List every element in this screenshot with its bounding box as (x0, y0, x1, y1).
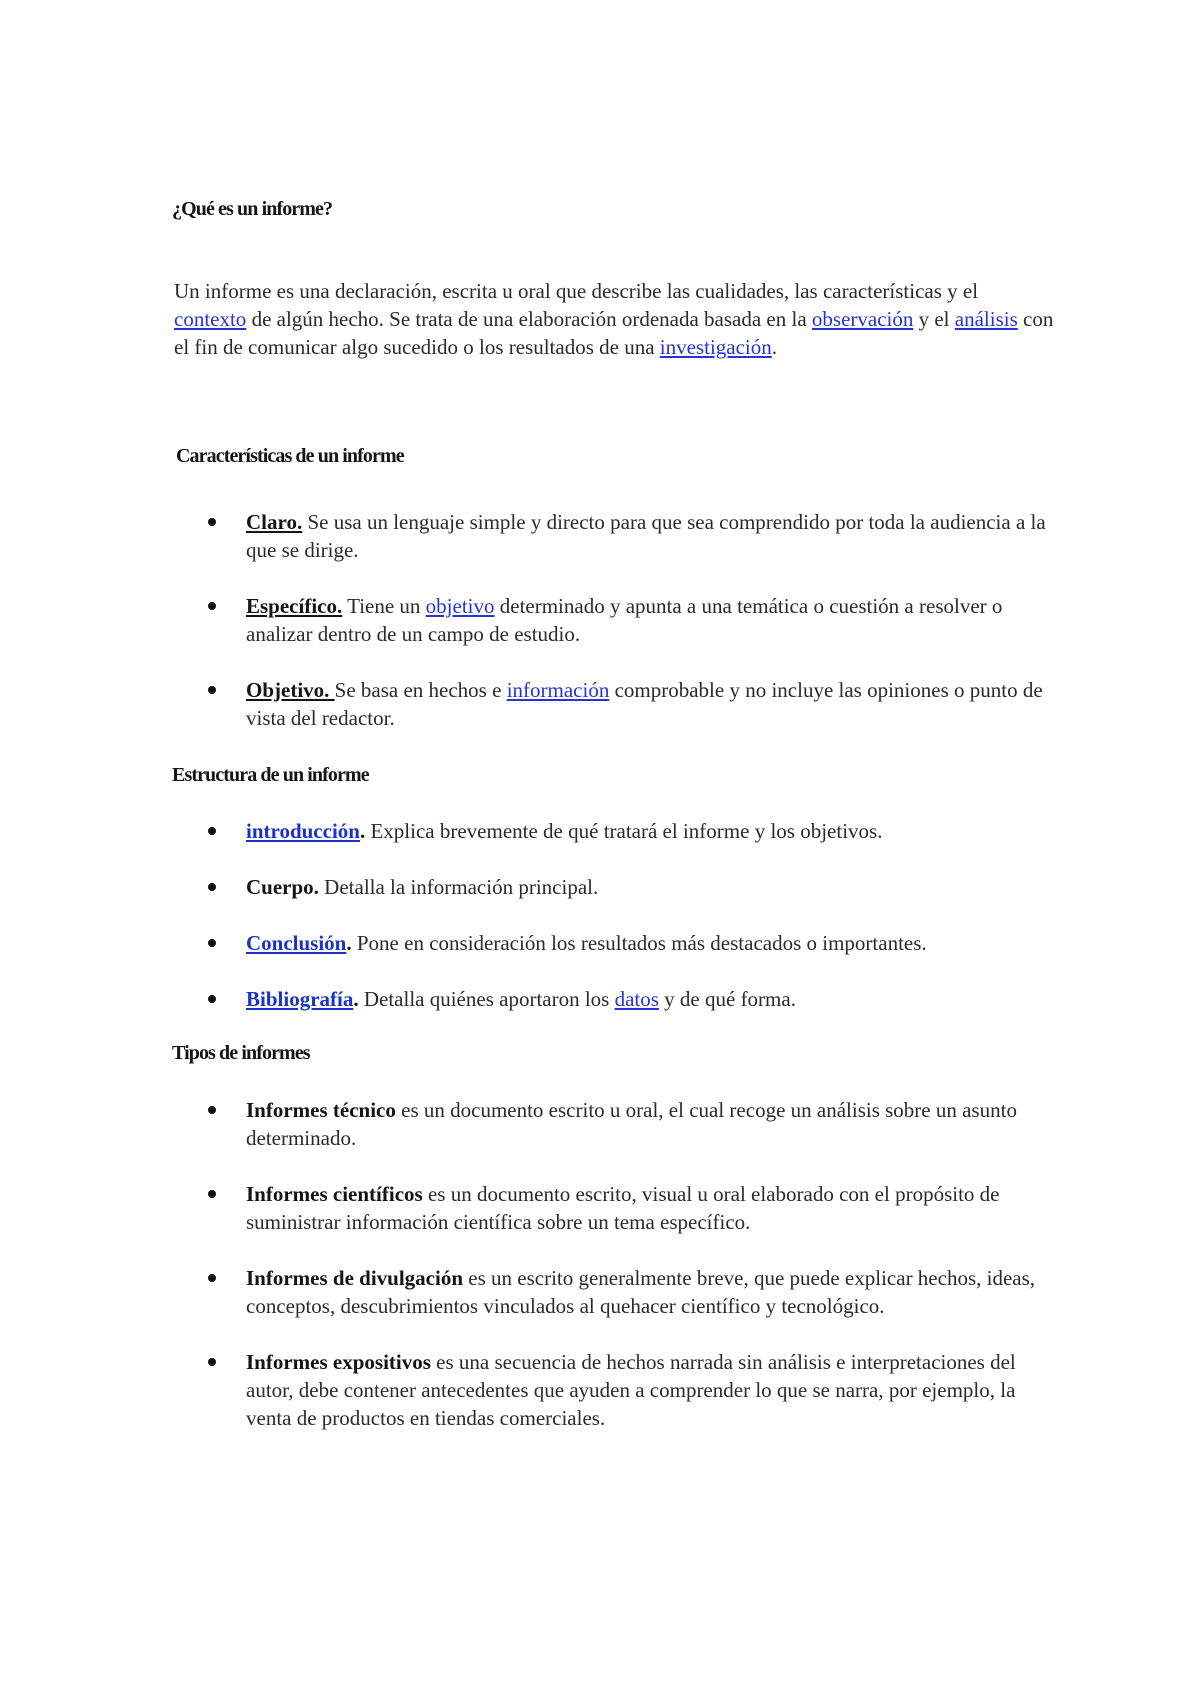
item-term: Informes técnico (246, 1098, 396, 1122)
item-term-period: . (359, 819, 366, 843)
item-text: es un documento escrito, visual u oral elaborado con el propósito de suministrar información científica sobre un tema específico. (246, 1182, 1000, 1234)
item-text: determinado y apunta a una temática o cuestión a resolver o analizar dentro de un campo de estudio. (246, 594, 1003, 646)
item-text: Se usa un lenguaje simple y directo para que sea comprendido por toda la audiencia a la que se dirige. (246, 510, 1046, 562)
item-text: Pone en consideración los resultados más destacados o importantes. (351, 931, 927, 955)
item-term-period: . (353, 987, 359, 1011)
bullet-icon (208, 1106, 216, 1114)
item-term: Informes expositivos (246, 1350, 431, 1374)
page-title: ¿Qué es un informe? (172, 198, 333, 220)
list-item (174, 1264, 1054, 1320)
link-investigacion[interactable]: investigación (659, 335, 772, 359)
item-text: es un documento escrito u oral, el cual recoge un análisis sobre un asunto determinado. (246, 1098, 1017, 1150)
caracteristicas-list (174, 508, 1054, 732)
list-item (174, 676, 1054, 732)
section-heading-estructura: Estructura de un informe (172, 764, 369, 786)
link-objetivo[interactable]: objetivo (425, 594, 495, 618)
estructura-list (174, 817, 1054, 1013)
list-item (174, 817, 1054, 845)
link-introduccion[interactable]: introducción (246, 819, 360, 843)
link-bibliografia[interactable]: Bibliografía (246, 987, 354, 1011)
list-item (174, 985, 1054, 1013)
bullet-icon (208, 518, 216, 526)
item-term: Objetivo. (246, 678, 335, 702)
link-observacion[interactable]: observación (811, 307, 914, 331)
list-item (174, 1348, 1054, 1432)
item-text: Tiene un (342, 594, 426, 618)
item-text: es un escrito generalmente breve, que puede explicar hechos, ideas, conceptos, descubrimientos vinculados al quehacer científico y tecnológico. (246, 1266, 1036, 1318)
bullet-icon (208, 883, 216, 891)
item-term: Informes científicos (246, 1182, 423, 1206)
item-term: Claro. (246, 510, 303, 534)
intro-text: con el fin de comunicar algo sucedido o los resultados de una (174, 307, 1054, 359)
bullet-icon (208, 939, 216, 947)
list-item (174, 592, 1054, 648)
item-term: Cuerpo. (246, 875, 319, 899)
bullet-icon (208, 995, 216, 1003)
bullet-icon (208, 686, 216, 694)
list-item (174, 508, 1054, 564)
section-heading-tipos: Tipos de informes (172, 1042, 310, 1064)
item-text: Detalla la información principal. (318, 875, 599, 899)
intro-paragraph (174, 277, 1054, 361)
item-text: Se basa en hechos e (334, 678, 507, 702)
item-term: Informes de divulgación (246, 1266, 464, 1290)
link-informacion[interactable]: información (506, 678, 610, 702)
bullet-icon (208, 827, 216, 835)
item-text: y de qué forma. (658, 987, 796, 1011)
bullet-icon (208, 602, 216, 610)
link-conclusion[interactable]: Conclusión (246, 931, 347, 955)
bullet-icon (208, 1358, 216, 1366)
item-text: Detalla quiénes aportaron los (358, 987, 615, 1011)
list-item (174, 873, 1054, 901)
intro-text: de algún hecho. Se trata de una elaboración ordenada basada en la (246, 307, 812, 331)
item-text: es una secuencia de hechos narrada sin análisis e interpretaciones del autor, debe contener antecedentes que ayuden a comprender lo que se narra, por ejemplo, la venta de productos en tiendas comerciales. (246, 1350, 1016, 1430)
section-heading-caracteristicas: Características de un informe (176, 445, 404, 467)
link-datos[interactable]: datos (614, 987, 659, 1011)
item-term: Específico. (246, 594, 343, 618)
bullet-icon (208, 1274, 216, 1282)
list-item (174, 929, 1054, 957)
tipos-list (174, 1096, 1054, 1432)
bullet-icon (208, 1190, 216, 1198)
item-text: comprobable y no incluye las opiniones o punto de vista del redactor. (246, 678, 1043, 730)
intro-text: Un informe es una declaración, escrita u oral que describe las cualidades, las características y el (174, 279, 979, 303)
link-contexto[interactable]: contexto (174, 307, 247, 331)
link-analisis[interactable]: análisis (954, 307, 1018, 331)
list-item (174, 1180, 1054, 1236)
list-item (174, 1096, 1054, 1152)
item-text: Explica brevemente de qué tratará el informe y los objetivos. (365, 819, 883, 843)
intro-text: y el (913, 307, 955, 331)
item-term-period: . (346, 931, 352, 955)
intro-text: . (771, 335, 778, 359)
